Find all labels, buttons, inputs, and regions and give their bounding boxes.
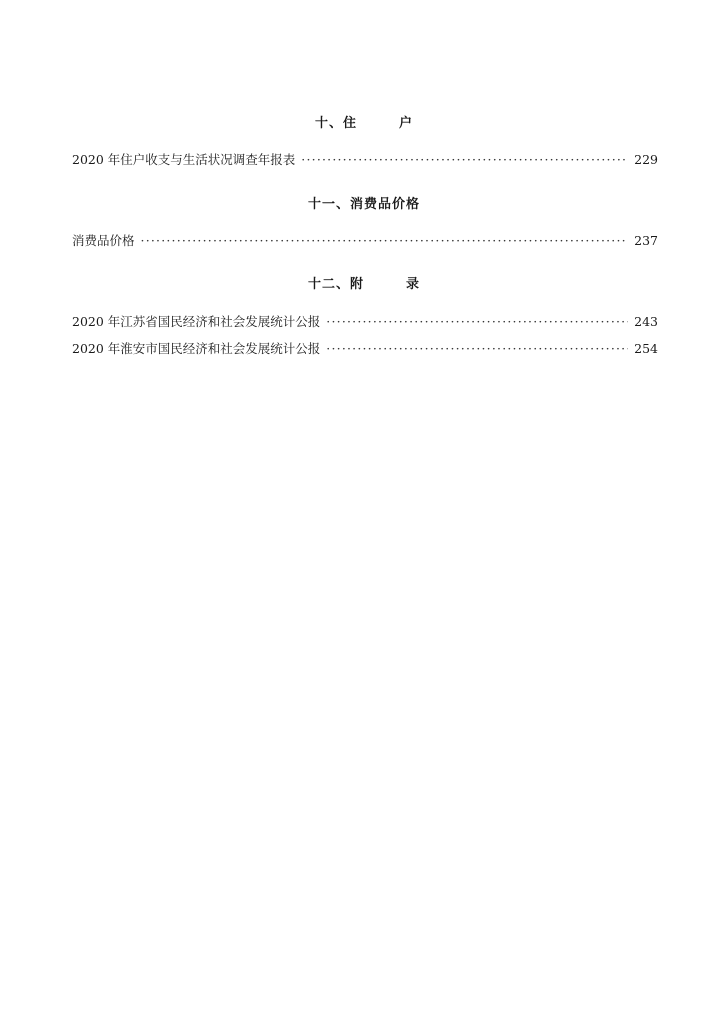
toc-entry-title: 消费品价格 — [72, 233, 135, 248]
toc-entry-huaian-bulletin[interactable] — [72, 340, 658, 358]
toc-dot-leader — [301, 151, 628, 169]
toc-entry-household-survey[interactable] — [72, 151, 658, 169]
toc-entry-page-number: 229 — [634, 152, 658, 167]
toc-dot-leader — [326, 313, 628, 331]
toc-dot-leader — [326, 340, 628, 358]
section-heading-consumer-prices: 十一、消费品价格 — [307, 197, 420, 212]
section-heading-residents: 十、住 户 — [314, 116, 413, 131]
toc-entry-page-number: 243 — [634, 314, 658, 329]
toc-entry-jiangsu-bulletin[interactable] — [72, 313, 658, 331]
toc-entry-page-number: 254 — [634, 341, 658, 356]
toc-dot-leader — [141, 232, 629, 250]
toc-entry-title: 2020 年淮安市国民经济和社会发展统计公报 — [72, 341, 321, 356]
toc-entry-title: 2020 年江苏省国民经济和社会发展统计公报 — [72, 314, 321, 329]
toc-entry-consumer-prices[interactable] — [72, 232, 658, 250]
section-heading-appendix: 十二、附 录 — [307, 277, 420, 292]
toc-entry-page-number: 237 — [634, 233, 658, 248]
toc-entry-title: 2020 年住户收支与生活状况调查年报表 — [72, 152, 296, 167]
